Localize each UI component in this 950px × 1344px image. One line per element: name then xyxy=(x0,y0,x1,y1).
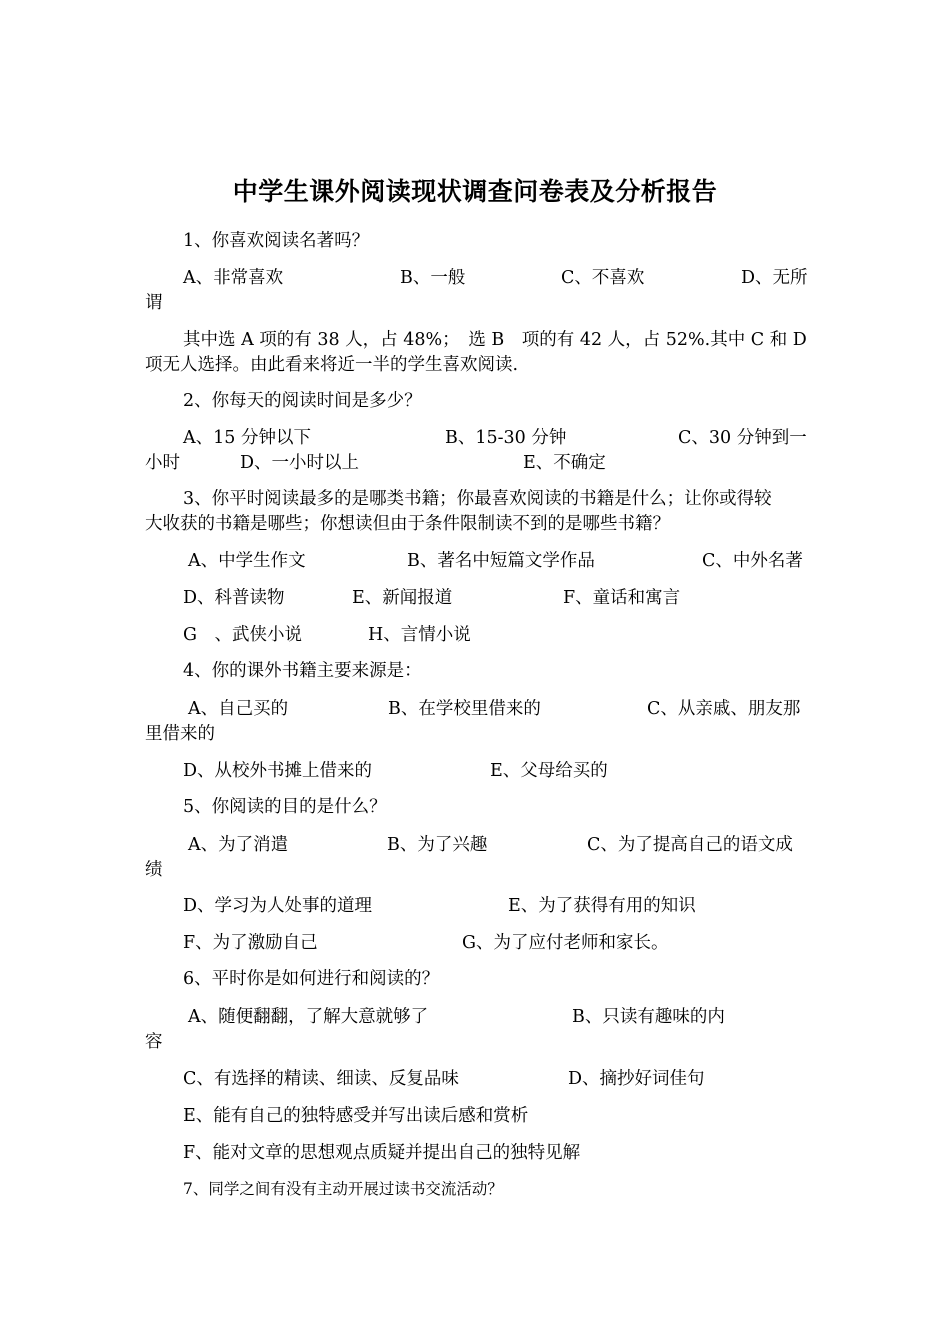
q6-option-d: D、摘抄好词佳句 xyxy=(568,1069,705,1089)
q3-option-d: D、科普读物 xyxy=(183,588,285,608)
page-title: 中学生课外阅读现状调查问卷表及分析报告 xyxy=(232,177,718,206)
q4-option-b: B、在学校里借来的 xyxy=(388,699,541,719)
q1-option-d: D、无所 xyxy=(741,268,808,288)
question-3-line-1: 3、你平时阅读最多的是哪类书籍；你最喜欢阅读的书籍是什么；让你或得较 xyxy=(183,489,772,509)
q3-option-b: B、著名中短篇文学作品 xyxy=(407,551,595,571)
q4-option-c-wrap: 里借来的 xyxy=(145,724,215,744)
q4-option-a: A、自己买的 xyxy=(188,699,289,719)
q2-option-b: B、15-30 分钟 xyxy=(445,428,567,448)
q5-option-c-wrap: 绩 xyxy=(145,860,163,880)
q2-option-c-wrap: 小时 xyxy=(145,453,180,473)
q2-option-d: D、一小时以上 xyxy=(240,453,360,473)
q1-option-c: C、不喜欢 xyxy=(561,268,645,288)
q5-option-g: G、为了应付老师和家长。 xyxy=(462,933,669,953)
q4-option-c: C、从亲戚、朋友那 xyxy=(647,699,801,719)
q6-option-c: C、有选择的精读、细读、反复品味 xyxy=(183,1069,459,1089)
q2-option-c: C、30 分钟到一 xyxy=(678,428,807,448)
q5-option-b: B、为了兴趣 xyxy=(387,835,488,855)
q2-option-e: E、不确定 xyxy=(523,453,606,473)
q6-option-a: A、随便翻翻，了解大意就够了 xyxy=(188,1007,429,1027)
q6-option-e: E、能有自己的独特感受并写出读后感和赏析 xyxy=(183,1106,529,1126)
q5-option-d: D、学习为人处事的道理 xyxy=(183,896,373,916)
question-2: 2、你每天的阅读时间是多少？ xyxy=(183,391,422,411)
question-5: 5、你阅读的目的是什么？ xyxy=(183,797,387,817)
q1-option-b: B、一般 xyxy=(400,268,466,288)
q3-option-a: A、中学生作文 xyxy=(188,551,306,571)
q6-option-b-wrap: 容 xyxy=(145,1032,163,1052)
q3-option-f: F、童话和寓言 xyxy=(563,588,681,608)
q4-option-e: E、父母给买的 xyxy=(490,761,608,781)
q4-option-d: D、从校外书摊上借来的 xyxy=(183,761,373,781)
q1-option-d-wrap: 谓 xyxy=(145,293,163,313)
q1-analysis-line-1: 其中选 A 项的有 38 人，占 48%； 选 B 项的有 42 人，占 52%.其中 C 和 D xyxy=(183,330,807,350)
q5-option-f: F、为了激励自己 xyxy=(183,933,318,953)
question-6: 6、平时你是如何进行和阅读的？ xyxy=(183,969,440,989)
q2-option-a: A、15 分钟以下 xyxy=(183,428,311,448)
question-4: 4、你的课外书籍主要来源是： xyxy=(183,661,422,681)
q1-analysis-line-2: 项无人选择。由此看来将近一半的学生喜欢阅读. xyxy=(145,355,519,375)
q3-option-c: C、中外名著 xyxy=(702,551,803,571)
q1-option-a: A、非常喜欢 xyxy=(183,268,284,288)
question-3-line-2: 大收获的书籍是哪些；你想读但由于条件限制读不到的是哪些书籍？ xyxy=(145,514,670,534)
question-1: 1、你喜欢阅读名著吗？ xyxy=(183,231,370,251)
q5-option-a: A、为了消遣 xyxy=(188,835,289,855)
q6-option-f: F、能对文章的思想观点质疑并提出自己的独特见解 xyxy=(183,1143,581,1163)
q6-option-b: B、只读有趣味的内 xyxy=(572,1007,725,1027)
q5-option-c: C、为了提高自己的语文成 xyxy=(587,835,793,855)
q5-option-e: E、为了获得有用的知识 xyxy=(508,896,696,916)
q3-option-h: H、言情小说 xyxy=(368,625,471,645)
q3-option-g: G 、武侠小说 xyxy=(183,625,302,645)
question-7: 7、同学之间有没有主动开展过读书交流活动？ xyxy=(183,1180,503,1198)
q3-option-e: E、新闻报道 xyxy=(352,588,453,608)
